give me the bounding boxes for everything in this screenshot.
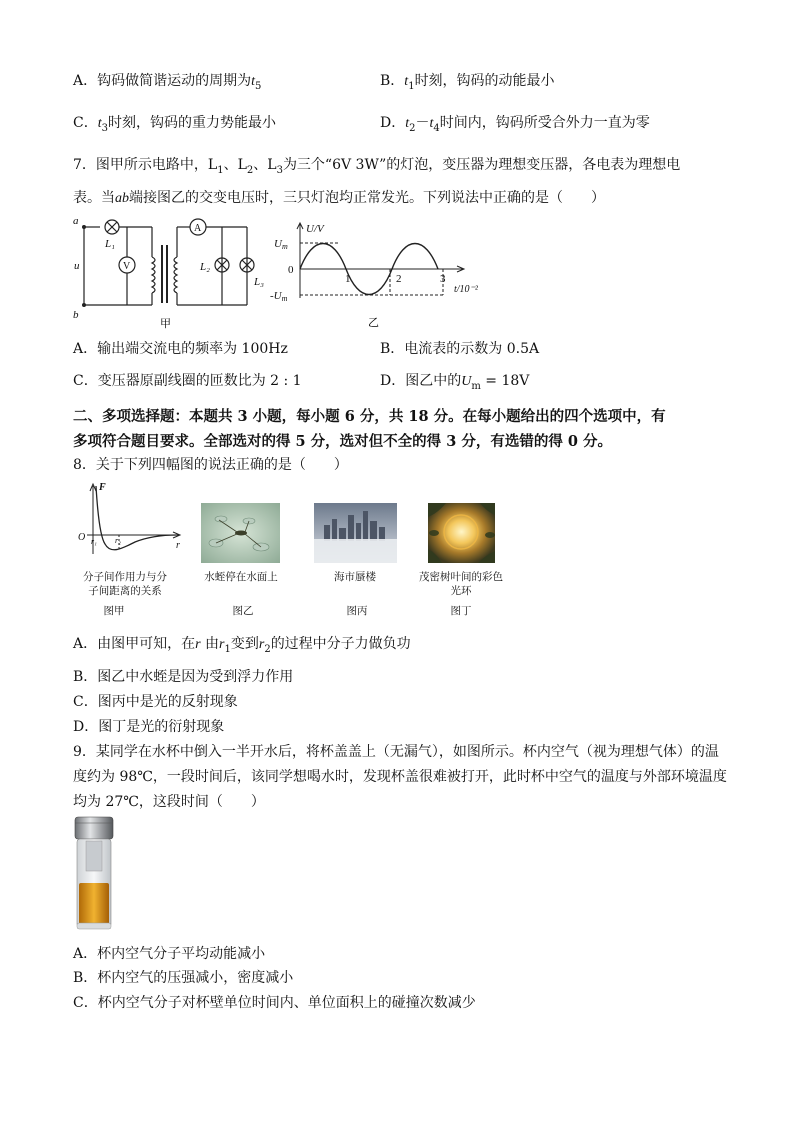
q6-option-a-sub: 5 bbox=[255, 80, 262, 92]
q9-option-b: B．杯内空气的压强减小，密度减小 bbox=[73, 970, 294, 986]
section2-heading-line2: 多项符合题目要求。全部选对的得 5 分，选对但不全的得 3 分，有选错的得 0 分。 bbox=[73, 433, 613, 450]
fig-a-r2: r₂ bbox=[115, 536, 121, 545]
q8-option-a-r: r bbox=[195, 637, 201, 652]
label-a: a bbox=[73, 215, 79, 227]
label-L3: L₃ bbox=[254, 276, 264, 288]
q6-option-c bbox=[73, 113, 276, 139]
q6-option-c-sub: 3 bbox=[101, 122, 108, 134]
q6-option-b-text: 时刻，钩码的动能最小 bbox=[414, 73, 555, 89]
wave-zero: 0 bbox=[288, 264, 294, 276]
fig-c-caption: 海市蜃楼 bbox=[334, 571, 376, 583]
fig-a-r: r bbox=[176, 540, 180, 551]
q7-wave-graph bbox=[268, 220, 493, 332]
q8-option-a-part1: A．由图甲可知，在 bbox=[73, 636, 196, 652]
fig-a-F: F bbox=[99, 482, 106, 493]
q6-option-b-sub: 1 bbox=[408, 80, 415, 92]
voltmeter-icon: V bbox=[123, 261, 131, 272]
q7-stem-part3: 、L bbox=[253, 157, 277, 173]
q7-option-c: C．变压器原副线圈的匝数比为 2 : 1 bbox=[73, 373, 302, 389]
q7-option-d-u: U bbox=[461, 374, 472, 389]
q8-option-a-r1: r bbox=[219, 637, 225, 652]
q7-option-a: A．输出端交流电的频率为 100Hz bbox=[73, 341, 288, 357]
q8-option-a-part4: 的过程中分子力做负功 bbox=[270, 636, 411, 652]
q8-option-a-r2: r bbox=[258, 637, 265, 652]
q7-stem2-part1: 表。当 bbox=[73, 190, 115, 206]
fig-b-caption: 水蛭停在水面上 bbox=[204, 571, 278, 583]
q6-option-d bbox=[380, 113, 650, 139]
wave-tick-3: 3 bbox=[440, 273, 446, 285]
fig-d-caption: 茂密树叶间的彩色光环 bbox=[419, 571, 503, 597]
label-b: b bbox=[73, 309, 79, 321]
fig-a-label: 图甲 bbox=[103, 605, 125, 617]
wave-ylabel: U/V bbox=[306, 223, 324, 235]
q6-option-c-label: C． bbox=[73, 115, 98, 131]
q6-option-c-text: 时刻，钩码的重力势能最小 bbox=[107, 115, 276, 131]
q9-stem-line2: 度约为 98℃，一段时间后，该同学想喝水时，发现杯盖很难被打开，此时杯中空气的温度与外部环境温度 bbox=[73, 769, 727, 785]
terminal-a-dot bbox=[82, 225, 86, 229]
wave-neg-um-label: -Um bbox=[270, 290, 288, 303]
q7-stem-line2 bbox=[73, 188, 605, 209]
q6-option-d-label: D． bbox=[380, 115, 406, 131]
q8-option-a-sub1: 1 bbox=[224, 643, 231, 655]
q8-option-c: C．图丙中是光的反射现象 bbox=[73, 694, 238, 710]
section2-heading-line1: 二、多项选择题：本题共 3 小题，每小题 6 分，共 18 分。在每小题给出的四个选项中，有 bbox=[73, 408, 666, 425]
wave-caption: 乙 bbox=[368, 316, 379, 329]
mirage-photo bbox=[314, 503, 397, 563]
q7-option-d-sub: m bbox=[471, 380, 481, 392]
q7-option-d-label: D．图乙中的 bbox=[380, 373, 462, 389]
q6-option-d-t1: t bbox=[405, 116, 410, 131]
fig-a-caption: 分子间作用力与分子间距离的关系 bbox=[83, 571, 167, 597]
q8-option-a bbox=[73, 634, 411, 660]
q7-option-d bbox=[380, 371, 529, 397]
q9-option-a: A．杯内空气分子平均动能减小 bbox=[73, 946, 266, 962]
leaves-halo-photo bbox=[428, 503, 495, 563]
q7-stem-part1: 7．图甲所示电路中，L bbox=[73, 157, 218, 173]
q8-option-b: B．图乙中水蛭是因为受到浮力作用 bbox=[73, 669, 294, 685]
q7-sub1: 1 bbox=[217, 164, 224, 176]
water-strider-photo bbox=[201, 503, 280, 563]
q8-force-curve bbox=[75, 480, 187, 558]
q7-stem-line1 bbox=[73, 155, 680, 181]
q6-option-b bbox=[380, 71, 555, 97]
q6-option-a-text: A．钩码做简谐运动的周期为 bbox=[73, 73, 252, 89]
q7-option-d-text: = 18V bbox=[480, 373, 530, 389]
q6-option-d-text: 时间内，钩码所受合外力一直为零 bbox=[439, 115, 650, 131]
q7-stem2-ab: ab bbox=[115, 191, 129, 206]
q8-stem: 8．关于下列四幅图的说法正确的是（ ） bbox=[73, 457, 348, 473]
q6-option-d-t2: t bbox=[429, 116, 434, 131]
q6-option-a bbox=[73, 71, 261, 97]
thermos-cup-illustration bbox=[72, 815, 118, 931]
q7-stem-part4: 为三个“6V 3W”的灯泡，变压器为理想变压器，各电表为理想电 bbox=[282, 157, 681, 173]
q6-option-a-var: t bbox=[251, 74, 256, 89]
label-L2: L₂ bbox=[200, 261, 210, 273]
wave-xlabel: t/10⁻² bbox=[454, 284, 478, 295]
q7-sub3: 3 bbox=[276, 164, 283, 176]
terminal-b-dot bbox=[82, 303, 86, 307]
label-u: u bbox=[74, 260, 80, 272]
q6-option-d-sub1: 2 bbox=[409, 122, 416, 134]
label-L1: L₁ bbox=[105, 238, 115, 250]
q6-option-b-var: t bbox=[404, 74, 409, 89]
q7-circuit-diagram bbox=[72, 215, 264, 330]
q7-option-b: B．电流表的示数为 0.5A bbox=[380, 341, 540, 357]
wave-tick-1: 1 bbox=[345, 273, 351, 285]
q7-stem2-part2: 端接图乙的交变电压时，三只灯泡均正常发光。下列说法中正确的是（ ） bbox=[129, 190, 605, 206]
q8-option-a-sub2: 2 bbox=[264, 643, 271, 655]
q6-option-d-minus: － bbox=[415, 115, 430, 131]
fig-c-label: 图丙 bbox=[346, 605, 368, 617]
q9-option-c: C．杯内空气分子对杯壁单位时间内、单位面积上的碰撞次数减少 bbox=[73, 995, 476, 1011]
q7-sub2: 2 bbox=[246, 164, 254, 176]
wave-tick-2: 2 bbox=[396, 273, 402, 285]
q9-stem-line1: 9．某同学在水杯中倒入一半开水后，将杯盖盖上（无漏气），如图所示。杯内空气（视为理想气体）的温 bbox=[73, 744, 719, 760]
q8-option-a-part3: 变到 bbox=[230, 636, 259, 652]
q7-stem-part2: 、L bbox=[223, 157, 247, 173]
q9-stem-line3: 均为 27℃，这段时间（ ） bbox=[73, 794, 265, 810]
q6-option-d-sub2: 4 bbox=[433, 122, 440, 134]
q6-option-c-var: t bbox=[97, 116, 102, 131]
q8-option-a-part2: 由 bbox=[200, 636, 220, 652]
wave-um-label: Um bbox=[274, 238, 288, 251]
q8-option-d: D．图丁是光的衍射现象 bbox=[73, 719, 225, 735]
fig-a-r1: r₁ bbox=[91, 537, 97, 546]
fig-a-O: O bbox=[78, 532, 86, 543]
circuit-caption: 甲 bbox=[160, 317, 171, 330]
ammeter-icon: A bbox=[194, 223, 202, 234]
fig-d-label: 图丁 bbox=[450, 605, 472, 617]
q6-option-b-label: B． bbox=[380, 73, 405, 89]
fig-b-label: 图乙 bbox=[232, 605, 254, 617]
